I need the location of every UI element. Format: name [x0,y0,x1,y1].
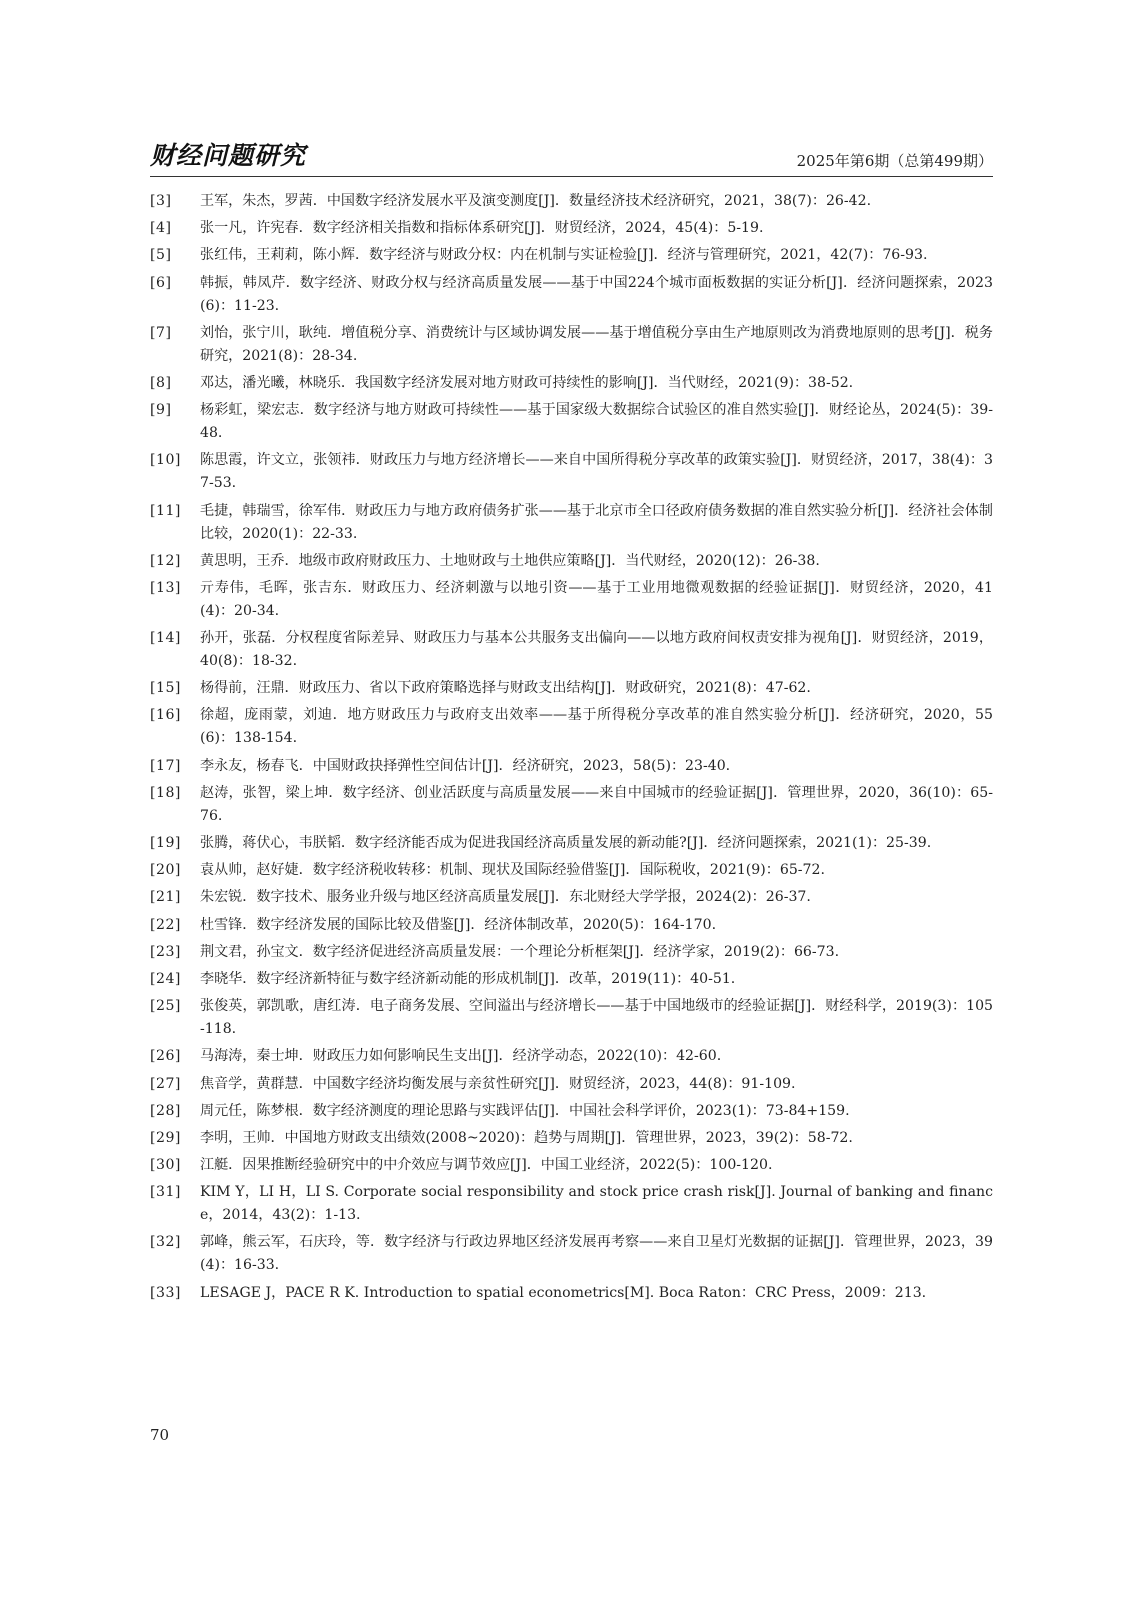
reference-item [150,244,993,267]
reference-text: 李明，王帅．中国地方财政支出绩效(2008~2020)：趋势与周期[J]．管理世界，2023，39(2)：58-72. [200,1129,853,1146]
reference-text: 刘怡，张宁川，耿纯．增值税分享、消费统计与区域协调发展——基于增值税分享由生产地原则改为消费地原则的思考[J]．税务研究，2021(8)：28-34. [200,324,993,364]
reference-item [150,577,993,623]
reference-item [150,449,993,495]
reference-item [150,968,993,991]
reference-text: 杨得前，汪鼎．财政压力、省以下政府策略选择与财政支出结构[J]．财政研究，2021(8)：47-62. [200,680,811,697]
reference-text: 焦音学，黄群慧．中国数字经济均衡发展与亲贫性研究[J]．财贸经济，2023，44(8)：91-109. [200,1075,796,1092]
reference-item [150,399,993,445]
reference-item [150,190,993,213]
reference-text: 韩振，韩凤芹．数字经济、财政分权与经济高质量发展——基于中国224个城市面板数据的实证分析[J]．经济问题探索，2023(6)：11-23. [200,274,993,314]
reference-number: [18] [150,784,181,801]
reference-number: [29] [150,1129,181,1146]
reference-text: 邓达，潘光曦，林晓乐．我国数字经济发展对地方财政可持续性的影响[J]．当代财经，2021(9)：38-52. [200,374,854,391]
reference-number: [20] [150,862,181,879]
reference-item [150,755,993,778]
reference-number: [11] [150,502,181,519]
reference-number: [33] [150,1284,181,1301]
reference-text: 孙开，张磊．分权程度省际差异、财政压力与基本公共服务支出偏向——以地方政府间权责安排为视角[J]．财贸经济，2019，40(8)：18-32. [200,630,993,670]
reference-number: [26] [150,1048,181,1065]
reference-number: [8] [150,374,172,391]
reference-text: 张一凡，许宪春．数字经济相关指数和指标体系研究[J]．财贸经济，2024，45(4)：5-19. [200,220,764,237]
reference-number: [17] [150,757,181,774]
reference-text: 袁从帅，赵好婕．数字经济税收转移：机制、现状及国际经验借鉴[J]．国际税收，2021(9)：65-72. [200,862,825,879]
reference-number: [5] [150,247,172,264]
reference-item [150,372,993,395]
reference-text: 徐超，庞雨蒙，刘迪．地方财政压力与政府支出效率——基于所得税分享改革的准自然实验分析[J]．经济研究，2020，55(6)：138-154. [200,707,993,747]
reference-item [150,995,993,1041]
reference-list [150,190,993,1309]
reference-text: 李晓华．数字经济新特征与数字经济新动能的形成机制[J]．改革，2019(11)：40-51. [200,970,736,987]
reference-text: 杨彩虹，梁宏志．数字经济与地方财政可持续性——基于国家级大数据综合试验区的准自然实验[J]．财经论丛，2024(5)：39-48. [200,402,993,442]
reference-item [150,782,993,828]
reference-number: [9] [150,402,172,419]
reference-item [150,1073,993,1096]
reference-number: [27] [150,1075,181,1092]
reference-text: 周元任，陈梦根．数字经济测度的理论思路与实践评估[J]．中国社会科学评价，2023(1)：73-84+159. [200,1102,850,1119]
reference-text: 赵涛，张智，梁上坤．数字经济、创业活跃度与高质量发展——来自中国城市的经验证据[J]．管理世界，2020，36(10)：65-76. [200,784,993,824]
reference-number: [21] [150,889,181,906]
reference-text: 张俊英，郭凯歌，唐红涛．电子商务发展、空间溢出与经济增长——基于中国地级市的经验证据[J]．财经科学，2019(3)：105-118. [200,998,993,1038]
reference-number: [13] [150,579,181,596]
issue-label: 2025年第6期（总第499期） [796,152,993,170]
reference-item [150,859,993,882]
reference-number: [28] [150,1102,181,1119]
reference-item [150,627,993,673]
reference-item [150,832,993,855]
reference-text: 郭峰，熊云军，石庆玲，等．数字经济与行政边界地区经济发展再考察——来自卫星灯光数据的证据[J]．管理世界，2023，39(4)：16-33. [200,1234,993,1274]
reference-item [150,886,993,909]
reference-number: [6] [150,274,172,291]
journal-logo: 财经问题研究 [150,141,307,170]
reference-number: [31] [150,1184,181,1201]
reference-item [150,914,993,937]
reference-text: 江艇．因果推断经验研究中的中介效应与调节效应[J]．中国工业经济，2022(5)：100-120. [200,1157,773,1174]
reference-number: [23] [150,943,181,960]
reference-number: [16] [150,707,181,724]
reference-text: 荆文君，孙宝文．数字经济促进经济高质量发展：一个理论分析框架[J]．经济学家，2019(2)：66-73. [200,943,840,960]
reference-number: [4] [150,220,172,237]
reference-text: 张红伟，王莉莉，陈小辉．数字经济与财政分权：内在机制与实证检验[J]．经济与管理研究，2021，42(7)：76-93. [200,247,928,264]
page-number: 70 [150,1426,170,1444]
reference-text: KIM Y，LI H，LI S. Corporate social responsibility and stock price crash risk[J]. Journal of banking and finance，2014，43(2)：1-13. [200,1184,993,1224]
reference-item [150,1181,993,1227]
reference-item [150,1100,993,1123]
reference-item [150,500,993,546]
reference-text: 陈思霞，许文立，张领祎．财政压力与地方经济增长——来自中国所得税分享改革的政策实验[J]．财贸经济，2017，38(4)：37-53. [200,452,993,492]
reference-text: 亓寿伟，毛晖，张吉东．财政压力、经济刺激与以地引资——基于工业用地微观数据的经验证据[J]．财贸经济，2020，41(4)：20-34. [200,579,993,619]
reference-item [150,704,993,750]
reference-number: [3] [150,193,172,209]
reference-text: LESAGE J，PACE R K. Introduction to spatial econometrics[M]. Boca Raton：CRC Press，2009：213. [200,1284,927,1301]
reference-number: [15] [150,680,181,697]
reference-item [150,1231,993,1277]
reference-text: 王军，朱杰，罗茜．中国数字经济发展水平及演变测度[J]．数量经济技术经济研究，2021，38(7)：26-42. [200,193,872,209]
reference-number: [10] [150,452,181,469]
reference-number: [12] [150,552,181,569]
reference-number: [19] [150,835,181,851]
reference-text: 杜雪锋．数字经济发展的国际比较及借鉴[J]．经济体制改革，2020(5)：164-170. [200,916,717,933]
reference-text: 朱宏锐．数字技术、服务业升级与地区经济高质量发展[J]．东北财经大学学报，2024(2)：26-37. [200,889,811,906]
reference-item [150,1127,993,1150]
reference-text: 黄思明，王乔．地级市政府财政压力、土地财政与土地供应策略[J]．当代财经，2020(12)：26-38. [200,552,820,569]
reference-item [150,322,993,368]
running-header [150,142,993,177]
reference-text: 毛捷，韩瑞雪，徐军伟．财政压力与地方政府债务扩张——基于北京市全口径政府债务数据的准自然实验分析[J]．经济社会体制比较，2020(1)：22-33. [200,502,993,542]
reference-number: [22] [150,916,181,933]
reference-item [150,677,993,700]
reference-item [150,272,993,318]
reference-number: [24] [150,970,181,987]
reference-item [150,1045,993,1068]
reference-item [150,217,993,240]
reference-item [150,1282,993,1305]
reference-number: [30] [150,1157,181,1174]
reference-number: [25] [150,998,181,1015]
reference-number: [32] [150,1234,181,1251]
reference-number: [14] [150,630,181,647]
reference-item [150,1154,993,1177]
reference-text: 张腾，蒋伏心，韦朕韬．数字经济能否成为促进我国经济高质量发展的新动能?[J]．经济问题探索，2021(1)：25-39. [200,835,932,851]
reference-item [150,941,993,964]
reference-item [150,550,993,573]
reference-text: 马海涛，秦士坤．财政压力如何影响民生支出[J]．经济学动态，2022(10)：42-60. [200,1048,722,1065]
reference-number: [7] [150,324,172,341]
reference-text: 李永友，杨春飞．中国财政抉择弹性空间估计[J]．经济研究，2023，58(5)：23-40. [200,757,731,774]
